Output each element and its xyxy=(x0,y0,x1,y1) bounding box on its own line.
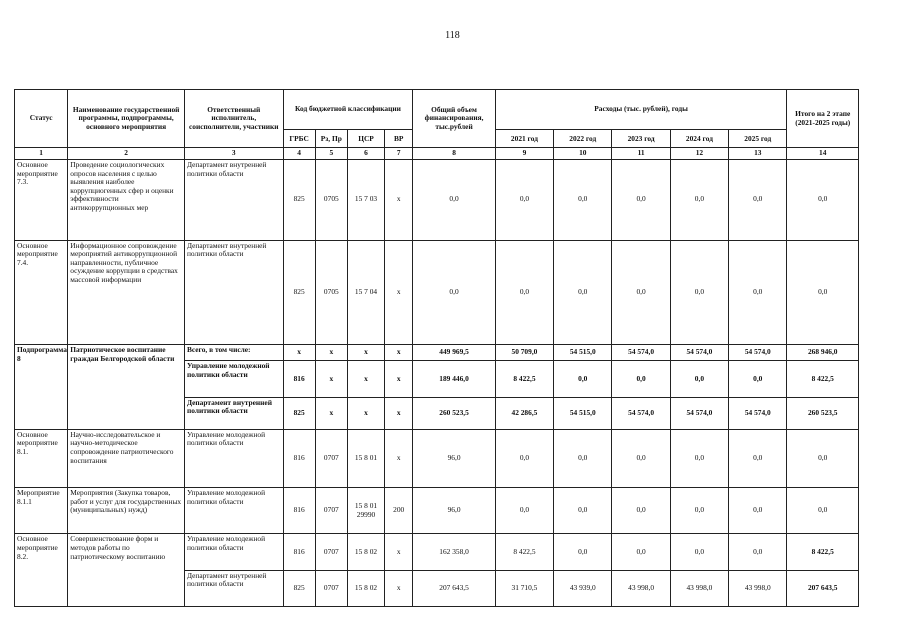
row-sum: 0,0 xyxy=(787,488,859,534)
row-2023: 0,0 xyxy=(612,240,670,345)
table-row xyxy=(15,345,859,361)
row-2024: 0,0 xyxy=(670,429,728,487)
row-2024: 0,0 xyxy=(670,240,728,345)
header-2025: 2025 год xyxy=(729,130,787,148)
row-responsible: Управление молодежной политики области xyxy=(184,429,283,487)
row-name: Информационное сопровождение мероприятий антикоррупционной направленности, публичное осуждение коррупции в средствах массовой информации xyxy=(68,240,185,345)
row-2025: 54 574,0 xyxy=(729,397,787,429)
col-number: 7 xyxy=(385,148,413,160)
row-rzpr: 0707 xyxy=(315,429,347,487)
row-status: Мероприятие 8.1.1 xyxy=(15,488,68,534)
table-row xyxy=(15,488,859,534)
row-vr: х xyxy=(385,429,413,487)
header-csr: ЦСР xyxy=(347,130,384,148)
row-rzpr: 0707 xyxy=(315,488,347,534)
header-status: Статус xyxy=(15,90,68,148)
row-name: Научно-исследовательское и научно-методическое сопровождение патриотического воспитания xyxy=(68,429,185,487)
row-status: Основное мероприятие 7.3. xyxy=(15,160,68,241)
table-row xyxy=(15,240,859,345)
row-2021: 0,0 xyxy=(495,429,553,487)
row-2024: 43 998,0 xyxy=(670,570,728,606)
header-vr: ВР xyxy=(385,130,413,148)
row-vr: х xyxy=(385,534,413,570)
row-csr: х xyxy=(347,345,384,361)
row-sum: 0,0 xyxy=(787,160,859,241)
header-2023: 2023 год xyxy=(612,130,670,148)
col-number: 5 xyxy=(315,148,347,160)
row-responsible: Управление молодежной политики области xyxy=(184,534,283,570)
row-total: 96,0 xyxy=(413,429,495,487)
row-csr: 15 7 03 xyxy=(347,160,384,241)
row-2021: 50 709,0 xyxy=(495,345,553,361)
col-number: 4 xyxy=(283,148,315,160)
row-2023: 0,0 xyxy=(612,429,670,487)
row-2021: 0,0 xyxy=(495,240,553,345)
row-sum: 0,0 xyxy=(787,429,859,487)
header-name: Наименование государственной программы, подпрограммы, основного мероприятия xyxy=(68,90,185,148)
row-total: 162 358,0 xyxy=(413,534,495,570)
row-2022: 0,0 xyxy=(554,240,612,345)
col-number: 11 xyxy=(612,148,670,160)
row-2021: 0,0 xyxy=(495,488,553,534)
row-2023: 0,0 xyxy=(612,534,670,570)
row-rzpr: 0707 xyxy=(315,534,347,570)
row-2021: 42 286,5 xyxy=(495,397,553,429)
row-status: Основное мероприятие 8.2. xyxy=(15,534,68,607)
header-2024: 2024 год xyxy=(670,130,728,148)
row-responsible: Департамент внутренней политики области xyxy=(184,570,283,606)
col-number: 12 xyxy=(670,148,728,160)
header-2022: 2022 год xyxy=(554,130,612,148)
row-2025: 0,0 xyxy=(729,488,787,534)
row-grbs: 825 xyxy=(283,160,315,241)
row-responsible: Всего, в том числе: xyxy=(184,345,283,361)
row-csr: х xyxy=(347,361,384,397)
col-number: 3 xyxy=(184,148,283,160)
col-number: 13 xyxy=(729,148,787,160)
row-name: Патриотическое воспитание граждан Белгородской области xyxy=(68,345,185,430)
table-row xyxy=(15,160,859,241)
row-grbs: 816 xyxy=(283,488,315,534)
row-name: Проведение социологических опросов населения с целью выявления наиболее коррупциогенных сфер и оценки эффективности антикоррупционных мер xyxy=(68,160,185,241)
row-2021: 8 422,5 xyxy=(495,534,553,570)
row-2024: 0,0 xyxy=(670,534,728,570)
row-grbs: х xyxy=(283,345,315,361)
row-total: 0,0 xyxy=(413,160,495,241)
row-total: 207 643,5 xyxy=(413,570,495,606)
row-vr: х xyxy=(385,345,413,361)
row-status: Основное мероприятие 7.4. xyxy=(15,240,68,345)
row-2025: 54 574,0 xyxy=(729,345,787,361)
row-2024: 0,0 xyxy=(670,361,728,397)
row-2023: 54 574,0 xyxy=(612,397,670,429)
row-sum: 268 946,0 xyxy=(787,345,859,361)
row-2023: 54 574,0 xyxy=(612,345,670,361)
row-sum: 8 422,5 xyxy=(787,534,859,570)
row-2022: 54 515,0 xyxy=(554,397,612,429)
row-2022: 0,0 xyxy=(554,160,612,241)
row-vr: 200 xyxy=(385,488,413,534)
row-rzpr: 0705 xyxy=(315,240,347,345)
row-vr: х xyxy=(385,397,413,429)
row-rzpr: 0705 xyxy=(315,160,347,241)
row-2025: 0,0 xyxy=(729,160,787,241)
col-number: 10 xyxy=(554,148,612,160)
row-vr: х xyxy=(385,160,413,241)
row-2023: 43 998,0 xyxy=(612,570,670,606)
row-2024: 54 574,0 xyxy=(670,397,728,429)
row-2025: 0,0 xyxy=(729,429,787,487)
row-responsible: Департамент внутренней политики области xyxy=(184,240,283,345)
row-2023: 0,0 xyxy=(612,160,670,241)
header-rzpr: Рз, Пр xyxy=(315,130,347,148)
row-2022: 0,0 xyxy=(554,429,612,487)
row-2025: 0,0 xyxy=(729,240,787,345)
row-grbs: 825 xyxy=(283,570,315,606)
row-grbs: 825 xyxy=(283,240,315,345)
col-number: 8 xyxy=(413,148,495,160)
header-responsible: Ответственный исполнитель, соисполнители, участники xyxy=(184,90,283,148)
row-responsible: Управление молодежной политики области xyxy=(184,361,283,397)
row-2022: 0,0 xyxy=(554,361,612,397)
row-rzpr: х xyxy=(315,397,347,429)
row-2025: 0,0 xyxy=(729,361,787,397)
col-number: 14 xyxy=(787,148,859,160)
budget-table xyxy=(14,89,859,607)
row-sum: 207 643,5 xyxy=(787,570,859,606)
row-sum: 260 523,5 xyxy=(787,397,859,429)
row-responsible: Департамент внутренней политики области xyxy=(184,160,283,241)
row-csr: 15 8 02 xyxy=(347,570,384,606)
row-total: 260 523,5 xyxy=(413,397,495,429)
row-name: Мероприятия (Закупка товаров, работ и услуг для государственных (муниципальных) нужд) xyxy=(68,488,185,534)
row-total: 0,0 xyxy=(413,240,495,345)
row-rzpr: х xyxy=(315,361,347,397)
row-csr: 15 8 02 xyxy=(347,534,384,570)
row-vr: х xyxy=(385,570,413,606)
row-grbs: 816 xyxy=(283,361,315,397)
row-sum: 0,0 xyxy=(787,240,859,345)
row-total: 449 969,5 xyxy=(413,345,495,361)
header-grbs: ГРБС xyxy=(283,130,315,148)
row-status: Основное мероприятие 8.1. xyxy=(15,429,68,487)
row-responsible: Управление молодежной политики области xyxy=(184,488,283,534)
table-row xyxy=(15,429,859,487)
header-total-financing: Общий объем финансирования, тыс.рублей xyxy=(413,90,495,148)
header-budget-code: Код бюджетной классификации xyxy=(283,90,413,130)
col-number: 2 xyxy=(68,148,185,160)
row-2025: 0,0 xyxy=(729,534,787,570)
col-number: 1 xyxy=(15,148,68,160)
row-status: Подпрограмма 8 xyxy=(15,345,68,430)
row-2024: 0,0 xyxy=(670,160,728,241)
row-total: 96,0 xyxy=(413,488,495,534)
row-2021: 31 710,5 xyxy=(495,570,553,606)
row-csr: 15 7 04 xyxy=(347,240,384,345)
row-csr: 15 8 01 29990 xyxy=(347,488,384,534)
row-2023: 0,0 xyxy=(612,488,670,534)
row-csr: х xyxy=(347,397,384,429)
header-stage-total: Итого на 2 этапе (2021-2025 годы) xyxy=(787,90,859,148)
row-2024: 54 574,0 xyxy=(670,345,728,361)
row-2022: 0,0 xyxy=(554,488,612,534)
page-number: 118 xyxy=(445,30,460,41)
row-vr: х xyxy=(385,240,413,345)
row-total: 189 446,0 xyxy=(413,361,495,397)
row-2022: 0,0 xyxy=(554,534,612,570)
row-2022: 43 939,0 xyxy=(554,570,612,606)
col-number: 9 xyxy=(495,148,553,160)
row-2025: 43 998,0 xyxy=(729,570,787,606)
row-grbs: 825 xyxy=(283,397,315,429)
header-expenses: Расходы (тыс. рублей), годы xyxy=(495,90,787,130)
row-2024: 0,0 xyxy=(670,488,728,534)
row-csr: 15 8 01 xyxy=(347,429,384,487)
row-2023: 0,0 xyxy=(612,361,670,397)
row-rzpr: 0707 xyxy=(315,570,347,606)
table-row xyxy=(15,534,859,570)
row-2022: 54 515,0 xyxy=(554,345,612,361)
col-number: 6 xyxy=(347,148,384,160)
row-responsible: Департамент внутренней политики области xyxy=(184,397,283,429)
header-2021: 2021 год xyxy=(495,130,553,148)
row-2021: 8 422,5 xyxy=(495,361,553,397)
row-2021: 0,0 xyxy=(495,160,553,241)
row-name: Совершенствование форм и методов работы по патриотическому воспитанию xyxy=(68,534,185,607)
row-grbs: 816 xyxy=(283,534,315,570)
row-sum: 8 422,5 xyxy=(787,361,859,397)
row-vr: х xyxy=(385,361,413,397)
row-grbs: 816 xyxy=(283,429,315,487)
row-rzpr: х xyxy=(315,345,347,361)
